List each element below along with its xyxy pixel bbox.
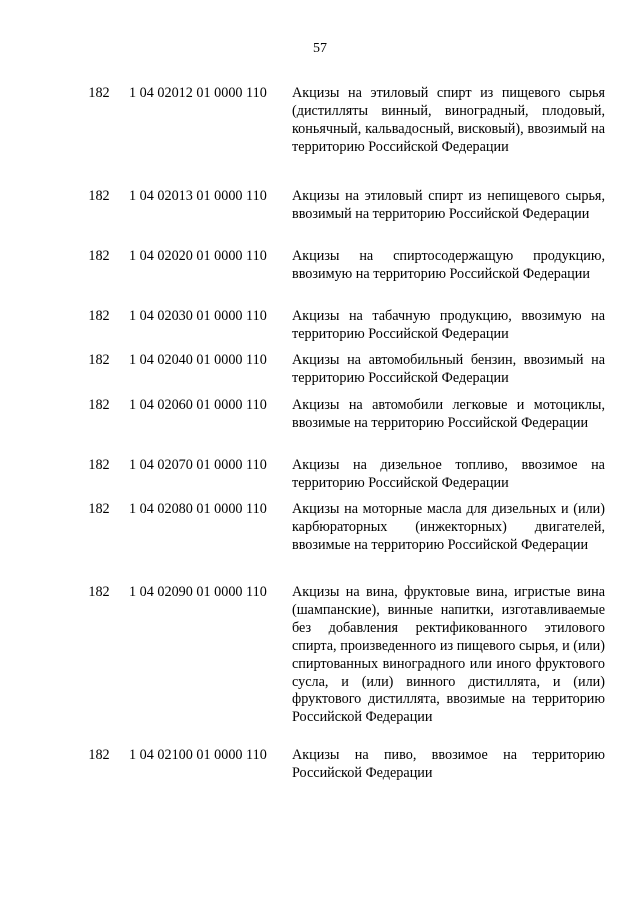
budget-classification-code: 1 04 02012 01 0000 110: [129, 85, 267, 101]
budget-classification-code: 1 04 02013 01 0000 110: [129, 188, 267, 204]
budget-classification-code: 1 04 02040 01 0000 110: [129, 352, 267, 368]
revenue-description: Акцизы на этиловый спирт из непищевого сырья, ввозимый на территорию Российской Федерации: [292, 188, 605, 222]
revenue-description: Акцизы на дизельное топливо, ввозимое на территорию Российской Федерации: [292, 457, 605, 491]
admin-code: 182: [88, 584, 110, 600]
page-number: 57: [313, 41, 327, 56]
budget-classification-code: 1 04 02020 01 0000 110: [129, 248, 267, 264]
budget-classification-code: 1 04 02100 01 0000 110: [129, 747, 267, 763]
revenue-description: Акцизы на моторные масла для дизельных и (или) карбюраторных (инжекторных) двигателей, ввозимые на территорию Российской Федерации: [292, 501, 605, 553]
budget-classification-code: 1 04 02060 01 0000 110: [129, 397, 267, 413]
admin-code: 182: [88, 85, 110, 101]
budget-classification-code: 1 04 02080 01 0000 110: [129, 501, 267, 517]
budget-classification-code: 1 04 02090 01 0000 110: [129, 584, 267, 600]
admin-code: 182: [88, 397, 110, 413]
budget-classification-code: 1 04 02030 01 0000 110: [129, 308, 267, 324]
admin-code: 182: [88, 188, 110, 204]
admin-code: 182: [88, 747, 110, 763]
budget-classification-code: 1 04 02070 01 0000 110: [129, 457, 267, 473]
admin-code: 182: [88, 248, 110, 264]
revenue-description: Акцизы на этиловый спирт из пищевого сырья (дистилляты винный, виноградный, плодовый, коньячный, кальвадосный, висковый), ввозимый на территорию Российской Федерации: [292, 85, 605, 155]
admin-code: 182: [88, 308, 110, 324]
revenue-description: Акцизы на спиртосодержащую продукцию, ввозимую на территорию Российской Федерации: [292, 248, 605, 282]
revenue-description: Акцизы на пиво, ввозимое на территорию Российской Федерации: [292, 747, 605, 781]
revenue-description: Акцизы на вина, фруктовые вина, игристые вина (шампанские), винные напитки, изготавливаемые без добавления ректификованного этилового спирта, произведенного из пищевого сырья, и (или) спиртованных виноградного или иного фруктового сусла, и (или) винного дистиллята, и (или) фруктового дистиллята, ввозимые на территорию Российской Федерации: [292, 584, 605, 726]
admin-code: 182: [88, 352, 110, 368]
revenue-description: Акцизы на автомобили легковые и мотоциклы, ввозимые на территорию Российской Федерации: [292, 397, 605, 431]
admin-code: 182: [88, 501, 110, 517]
admin-code: 182: [88, 457, 110, 473]
revenue-description: Акцизы на табачную продукцию, ввозимую на территорию Российской Федерации: [292, 308, 605, 342]
revenue-description: Акцизы на автомобильный бензин, ввозимый на территорию Российской Федерации: [292, 352, 605, 386]
